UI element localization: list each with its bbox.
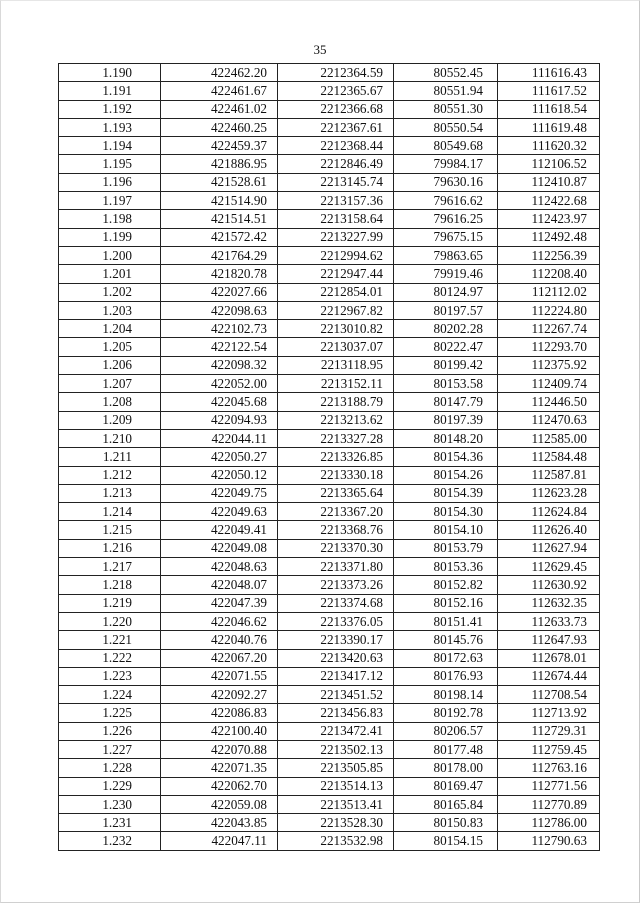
x-coordinate-cell: 422050.27 [161, 448, 278, 466]
y-coordinate-cell: 2213472.41 [278, 722, 394, 740]
table-row [59, 393, 600, 411]
y-coordinate-cell: 2213326.85 [278, 448, 394, 466]
local-x-cell: 80154.15 [394, 832, 498, 850]
x-coordinate-cell: 422048.07 [161, 576, 278, 594]
local-x-cell: 80177.48 [394, 740, 498, 758]
local-y-cell: 112112.02 [498, 283, 600, 301]
point-id-cell: 1.222 [59, 649, 161, 667]
x-coordinate-cell: 422043.85 [161, 814, 278, 832]
y-coordinate-cell: 2213451.52 [278, 686, 394, 704]
local-y-cell: 112771.56 [498, 777, 600, 795]
table-row [59, 246, 600, 264]
point-id-cell: 1.226 [59, 722, 161, 740]
local-y-cell: 112423.97 [498, 210, 600, 228]
point-id-cell: 1.199 [59, 228, 161, 246]
x-coordinate-cell: 422046.62 [161, 612, 278, 630]
y-coordinate-cell: 2212994.62 [278, 246, 394, 264]
x-coordinate-cell: 422100.40 [161, 722, 278, 740]
local-x-cell: 80176.93 [394, 667, 498, 685]
y-coordinate-cell: 2213456.83 [278, 704, 394, 722]
x-coordinate-cell: 422062.70 [161, 777, 278, 795]
x-coordinate-cell: 422098.63 [161, 301, 278, 319]
point-id-cell: 1.193 [59, 118, 161, 136]
table-row [59, 649, 600, 667]
y-coordinate-cell: 2213330.18 [278, 466, 394, 484]
local-x-cell: 80206.57 [394, 722, 498, 740]
point-id-cell: 1.211 [59, 448, 161, 466]
table-row [59, 558, 600, 576]
y-coordinate-cell: 2212367.61 [278, 118, 394, 136]
y-coordinate-cell: 2212364.59 [278, 64, 394, 82]
y-coordinate-cell: 2213368.76 [278, 521, 394, 539]
x-coordinate-cell: 421514.90 [161, 192, 278, 210]
local-x-cell: 80169.47 [394, 777, 498, 795]
local-y-cell: 112632.35 [498, 594, 600, 612]
local-x-cell: 80552.45 [394, 64, 498, 82]
local-x-cell: 80551.30 [394, 100, 498, 118]
table-row [59, 192, 600, 210]
table-row [59, 338, 600, 356]
table-row [59, 82, 600, 100]
local-x-cell: 80153.58 [394, 375, 498, 393]
local-x-cell: 80154.10 [394, 521, 498, 539]
table-row [59, 429, 600, 447]
x-coordinate-cell: 421528.61 [161, 173, 278, 191]
local-y-cell: 112770.89 [498, 795, 600, 813]
local-y-cell: 112256.39 [498, 246, 600, 264]
y-coordinate-cell: 2212846.49 [278, 155, 394, 173]
local-y-cell: 112410.87 [498, 173, 600, 191]
table-row [59, 667, 600, 685]
local-x-cell: 79675.15 [394, 228, 498, 246]
x-coordinate-cell: 421886.95 [161, 155, 278, 173]
local-x-cell: 80550.54 [394, 118, 498, 136]
point-id-cell: 1.195 [59, 155, 161, 173]
local-y-cell: 112208.40 [498, 265, 600, 283]
local-y-cell: 112729.31 [498, 722, 600, 740]
x-coordinate-cell: 422462.20 [161, 64, 278, 82]
y-coordinate-cell: 2212854.01 [278, 283, 394, 301]
point-id-cell: 1.192 [59, 100, 161, 118]
point-id-cell: 1.214 [59, 503, 161, 521]
local-y-cell: 112629.45 [498, 558, 600, 576]
point-id-cell: 1.220 [59, 612, 161, 630]
local-y-cell: 112623.28 [498, 484, 600, 502]
local-y-cell: 112786.00 [498, 814, 600, 832]
y-coordinate-cell: 2213528.30 [278, 814, 394, 832]
local-x-cell: 80152.16 [394, 594, 498, 612]
table-row [59, 503, 600, 521]
point-id-cell: 1.208 [59, 393, 161, 411]
local-x-cell: 80551.94 [394, 82, 498, 100]
table-row [59, 576, 600, 594]
table-row [59, 265, 600, 283]
table-row [59, 301, 600, 319]
local-y-cell: 112587.81 [498, 466, 600, 484]
x-coordinate-cell: 422048.63 [161, 558, 278, 576]
table-row [59, 100, 600, 118]
table-row [59, 173, 600, 191]
table-row [59, 283, 600, 301]
point-id-cell: 1.215 [59, 521, 161, 539]
x-coordinate-cell: 422098.32 [161, 356, 278, 374]
point-id-cell: 1.194 [59, 137, 161, 155]
local-x-cell: 80147.79 [394, 393, 498, 411]
x-coordinate-cell: 422122.54 [161, 338, 278, 356]
local-y-cell: 112375.92 [498, 356, 600, 374]
local-x-cell: 80145.76 [394, 631, 498, 649]
y-coordinate-cell: 2213374.68 [278, 594, 394, 612]
point-id-cell: 1.231 [59, 814, 161, 832]
local-y-cell: 112630.92 [498, 576, 600, 594]
y-coordinate-cell: 2213037.07 [278, 338, 394, 356]
table-row [59, 137, 600, 155]
y-coordinate-cell: 2213367.20 [278, 503, 394, 521]
x-coordinate-cell: 422049.08 [161, 539, 278, 557]
local-y-cell: 111619.48 [498, 118, 600, 136]
local-x-cell: 80222.47 [394, 338, 498, 356]
point-id-cell: 1.227 [59, 740, 161, 758]
local-x-cell: 80124.97 [394, 283, 498, 301]
point-id-cell: 1.201 [59, 265, 161, 283]
table-row [59, 612, 600, 630]
point-id-cell: 1.198 [59, 210, 161, 228]
table-row [59, 320, 600, 338]
point-id-cell: 1.213 [59, 484, 161, 502]
x-coordinate-cell: 422047.11 [161, 832, 278, 850]
coordinates-table-body [59, 64, 600, 851]
y-coordinate-cell: 2212365.67 [278, 82, 394, 100]
table-row [59, 466, 600, 484]
local-y-cell: 112584.48 [498, 448, 600, 466]
point-id-cell: 1.219 [59, 594, 161, 612]
table-row [59, 814, 600, 832]
x-coordinate-cell: 422086.83 [161, 704, 278, 722]
local-x-cell: 79616.25 [394, 210, 498, 228]
y-coordinate-cell: 2213505.85 [278, 759, 394, 777]
y-coordinate-cell: 2213152.11 [278, 375, 394, 393]
x-coordinate-cell: 422049.63 [161, 503, 278, 521]
local-y-cell: 112647.93 [498, 631, 600, 649]
y-coordinate-cell: 2213118.95 [278, 356, 394, 374]
local-x-cell: 80172.63 [394, 649, 498, 667]
y-coordinate-cell: 2213390.17 [278, 631, 394, 649]
y-coordinate-cell: 2212947.44 [278, 265, 394, 283]
table-row [59, 722, 600, 740]
y-coordinate-cell: 2213371.80 [278, 558, 394, 576]
local-y-cell: 112763.16 [498, 759, 600, 777]
local-y-cell: 111618.54 [498, 100, 600, 118]
local-y-cell: 112713.92 [498, 704, 600, 722]
point-id-cell: 1.204 [59, 320, 161, 338]
local-x-cell: 80154.26 [394, 466, 498, 484]
coordinates-table [58, 63, 600, 851]
local-y-cell: 112224.80 [498, 301, 600, 319]
y-coordinate-cell: 2213227.99 [278, 228, 394, 246]
local-y-cell: 112633.73 [498, 612, 600, 630]
point-id-cell: 1.221 [59, 631, 161, 649]
table-row [59, 64, 600, 82]
point-id-cell: 1.200 [59, 246, 161, 264]
local-x-cell: 80154.39 [394, 484, 498, 502]
y-coordinate-cell: 2213370.30 [278, 539, 394, 557]
table-row [59, 686, 600, 704]
table-row [59, 740, 600, 758]
local-x-cell: 80148.20 [394, 429, 498, 447]
local-x-cell: 80202.28 [394, 320, 498, 338]
point-id-cell: 1.229 [59, 777, 161, 795]
y-coordinate-cell: 2213145.74 [278, 173, 394, 191]
x-coordinate-cell: 422461.67 [161, 82, 278, 100]
x-coordinate-cell: 422067.20 [161, 649, 278, 667]
point-id-cell: 1.212 [59, 466, 161, 484]
table-row [59, 155, 600, 173]
table-row [59, 759, 600, 777]
table-row [59, 118, 600, 136]
y-coordinate-cell: 2213514.13 [278, 777, 394, 795]
local-x-cell: 79919.46 [394, 265, 498, 283]
x-coordinate-cell: 422071.55 [161, 667, 278, 685]
local-x-cell: 80549.68 [394, 137, 498, 155]
local-x-cell: 79616.62 [394, 192, 498, 210]
x-coordinate-cell: 421572.42 [161, 228, 278, 246]
x-coordinate-cell: 422049.75 [161, 484, 278, 502]
x-coordinate-cell: 422049.41 [161, 521, 278, 539]
x-coordinate-cell: 422052.00 [161, 375, 278, 393]
x-coordinate-cell: 421820.78 [161, 265, 278, 283]
table-row [59, 832, 600, 850]
local-x-cell: 79863.65 [394, 246, 498, 264]
local-y-cell: 112708.54 [498, 686, 600, 704]
local-x-cell: 80154.30 [394, 503, 498, 521]
local-y-cell: 112446.50 [498, 393, 600, 411]
x-coordinate-cell: 422040.76 [161, 631, 278, 649]
x-coordinate-cell: 422460.25 [161, 118, 278, 136]
y-coordinate-cell: 2213365.64 [278, 484, 394, 502]
table-row [59, 594, 600, 612]
y-coordinate-cell: 2213376.05 [278, 612, 394, 630]
point-id-cell: 1.205 [59, 338, 161, 356]
y-coordinate-cell: 2213373.26 [278, 576, 394, 594]
local-y-cell: 112626.40 [498, 521, 600, 539]
x-coordinate-cell: 422050.12 [161, 466, 278, 484]
y-coordinate-cell: 2213157.36 [278, 192, 394, 210]
local-x-cell: 80153.79 [394, 539, 498, 557]
local-x-cell: 80197.57 [394, 301, 498, 319]
local-y-cell: 112106.52 [498, 155, 600, 173]
table-row [59, 375, 600, 393]
table-row [59, 795, 600, 813]
y-coordinate-cell: 2212366.68 [278, 100, 394, 118]
local-y-cell: 112409.74 [498, 375, 600, 393]
point-id-cell: 1.217 [59, 558, 161, 576]
local-y-cell: 112678.01 [498, 649, 600, 667]
table-row [59, 448, 600, 466]
local-y-cell: 112585.00 [498, 429, 600, 447]
point-id-cell: 1.218 [59, 576, 161, 594]
local-y-cell: 111617.52 [498, 82, 600, 100]
y-coordinate-cell: 2213420.63 [278, 649, 394, 667]
local-x-cell: 80192.78 [394, 704, 498, 722]
table-row [59, 777, 600, 795]
point-id-cell: 1.190 [59, 64, 161, 82]
x-coordinate-cell: 421764.29 [161, 246, 278, 264]
table-row [59, 210, 600, 228]
x-coordinate-cell: 422027.66 [161, 283, 278, 301]
local-y-cell: 112492.48 [498, 228, 600, 246]
table-row [59, 411, 600, 429]
point-id-cell: 1.228 [59, 759, 161, 777]
x-coordinate-cell: 422459.37 [161, 137, 278, 155]
local-y-cell: 112790.63 [498, 832, 600, 850]
point-id-cell: 1.223 [59, 667, 161, 685]
point-id-cell: 1.209 [59, 411, 161, 429]
local-x-cell: 80151.41 [394, 612, 498, 630]
point-id-cell: 1.230 [59, 795, 161, 813]
y-coordinate-cell: 2213327.28 [278, 429, 394, 447]
table-row [59, 356, 600, 374]
y-coordinate-cell: 2213502.13 [278, 740, 394, 758]
x-coordinate-cell: 422047.39 [161, 594, 278, 612]
x-coordinate-cell: 422071.35 [161, 759, 278, 777]
local-y-cell: 111616.43 [498, 64, 600, 82]
local-x-cell: 80154.36 [394, 448, 498, 466]
x-coordinate-cell: 422094.93 [161, 411, 278, 429]
local-y-cell: 112627.94 [498, 539, 600, 557]
y-coordinate-cell: 2212368.44 [278, 137, 394, 155]
y-coordinate-cell: 2213213.62 [278, 411, 394, 429]
y-coordinate-cell: 2212967.82 [278, 301, 394, 319]
local-y-cell: 112267.74 [498, 320, 600, 338]
local-y-cell: 112674.44 [498, 667, 600, 685]
local-y-cell: 112624.84 [498, 503, 600, 521]
local-y-cell: 111620.32 [498, 137, 600, 155]
y-coordinate-cell: 2213513.41 [278, 795, 394, 813]
point-id-cell: 1.196 [59, 173, 161, 191]
table-row [59, 539, 600, 557]
local-x-cell: 80152.82 [394, 576, 498, 594]
local-x-cell: 80153.36 [394, 558, 498, 576]
local-x-cell: 80199.42 [394, 356, 498, 374]
local-y-cell: 112293.70 [498, 338, 600, 356]
point-id-cell: 1.191 [59, 82, 161, 100]
table-row [59, 228, 600, 246]
point-id-cell: 1.207 [59, 375, 161, 393]
local-x-cell: 80198.14 [394, 686, 498, 704]
point-id-cell: 1.216 [59, 539, 161, 557]
local-x-cell: 79630.16 [394, 173, 498, 191]
point-id-cell: 1.225 [59, 704, 161, 722]
table-row [59, 521, 600, 539]
x-coordinate-cell: 422044.11 [161, 429, 278, 447]
local-x-cell: 80165.84 [394, 795, 498, 813]
y-coordinate-cell: 2213532.98 [278, 832, 394, 850]
point-id-cell: 1.202 [59, 283, 161, 301]
y-coordinate-cell: 2213417.12 [278, 667, 394, 685]
point-id-cell: 1.206 [59, 356, 161, 374]
x-coordinate-cell: 422059.08 [161, 795, 278, 813]
x-coordinate-cell: 422461.02 [161, 100, 278, 118]
point-id-cell: 1.210 [59, 429, 161, 447]
point-id-cell: 1.203 [59, 301, 161, 319]
local-y-cell: 112759.45 [498, 740, 600, 758]
local-x-cell: 80197.39 [394, 411, 498, 429]
table-row [59, 631, 600, 649]
x-coordinate-cell: 422045.68 [161, 393, 278, 411]
local-y-cell: 112422.68 [498, 192, 600, 210]
table-row [59, 484, 600, 502]
x-coordinate-cell: 422070.88 [161, 740, 278, 758]
x-coordinate-cell: 421514.51 [161, 210, 278, 228]
x-coordinate-cell: 422092.27 [161, 686, 278, 704]
local-x-cell: 80178.00 [394, 759, 498, 777]
local-x-cell: 80150.83 [394, 814, 498, 832]
point-id-cell: 1.224 [59, 686, 161, 704]
table-row [59, 704, 600, 722]
local-y-cell: 112470.63 [498, 411, 600, 429]
page-number: 35 [313, 42, 327, 57]
y-coordinate-cell: 2213158.64 [278, 210, 394, 228]
point-id-cell: 1.197 [59, 192, 161, 210]
point-id-cell: 1.232 [59, 832, 161, 850]
y-coordinate-cell: 2213010.82 [278, 320, 394, 338]
x-coordinate-cell: 422102.73 [161, 320, 278, 338]
y-coordinate-cell: 2213188.79 [278, 393, 394, 411]
local-x-cell: 79984.17 [394, 155, 498, 173]
